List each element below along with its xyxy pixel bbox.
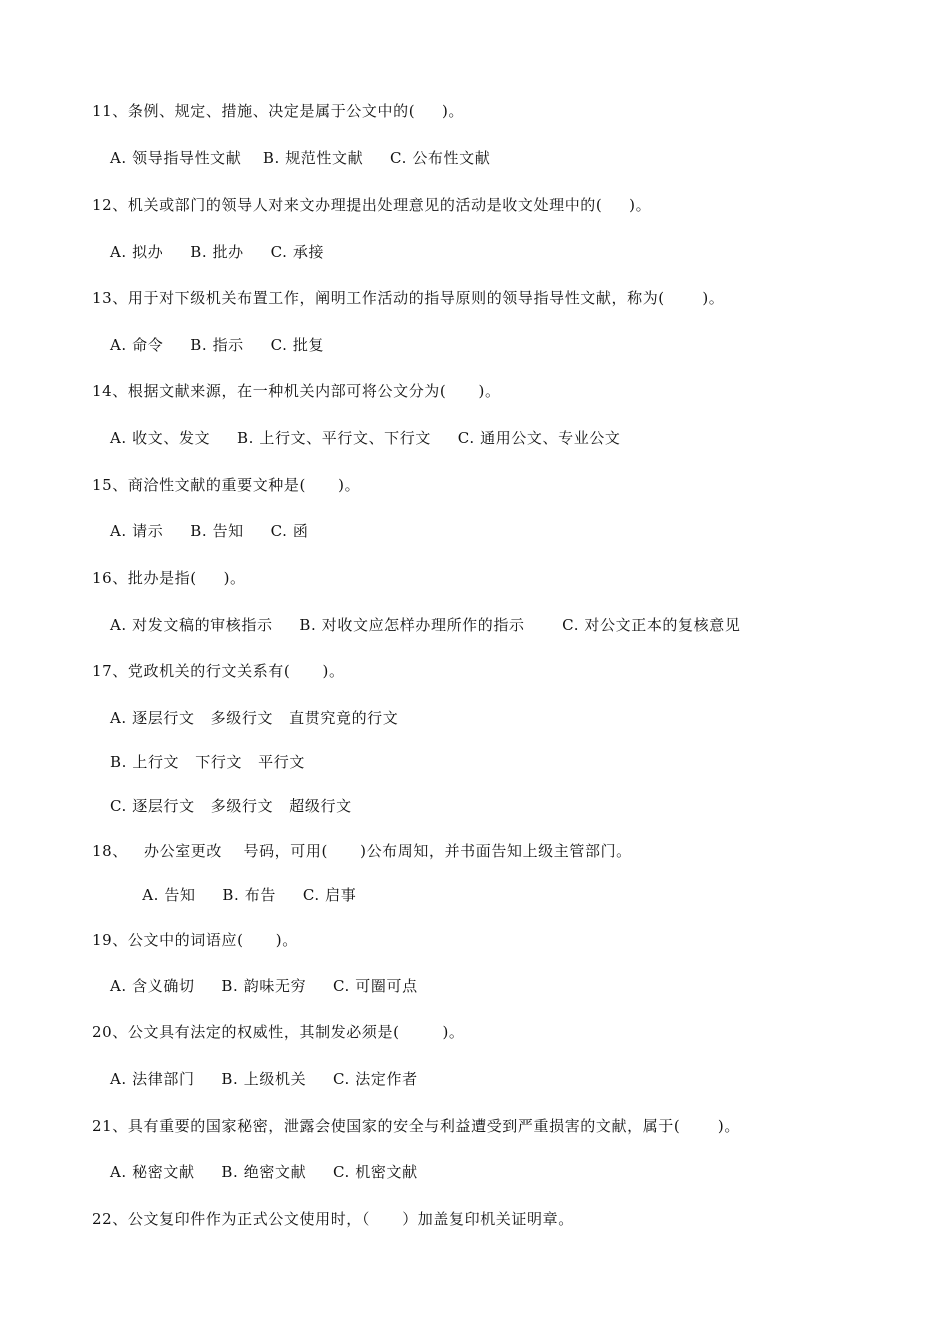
question-19-stem: 19、公文中的词语应( )。 — [92, 931, 298, 949]
question-22-stem: 22、公文复印件作为正式公文使用时，（ ）加盖复印机关证明章。 — [92, 1210, 574, 1228]
question-12-options: A. 拟办 B. 批办 C. 承接 — [110, 243, 325, 261]
question-16-stem: 16、批办是指( )。 — [92, 569, 246, 587]
question-13-stem: 13、用于对下级机关布置工作，阐明工作活动的指导原则的领导指导性文献，称为( )。 — [92, 289, 725, 307]
question-17-option-c: C. 逐层行文 多级行文 超级行文 — [110, 797, 352, 815]
question-17-option-b: B. 上行文 下行文 平行文 — [110, 753, 305, 771]
question-17-option-a: A. 逐层行文 多级行文 直贯究竟的行文 — [110, 709, 399, 727]
question-18-stem: 18、 办公室更改 号码，可用( )公布周知，并书面告知上级主管部门。 — [92, 842, 632, 860]
question-19-options: A. 含义确切 B. 韵味无穷 C. 可圈可点 — [110, 977, 418, 995]
question-11-stem: 11、条例、规定、措施、决定是属于公文中的( )。 — [92, 102, 465, 120]
question-21-stem: 21、具有重要的国家秘密，泄露会使国家的安全与利益遭受到严重损害的文献，属于( )。 — [92, 1117, 740, 1135]
question-20-stem: 20、公文具有法定的权威性，其制发必须是( )。 — [92, 1023, 465, 1041]
question-16-options: A. 对发文稿的审核指示 B. 对收文应怎样办理所作的指示 C. 对公文正本的复核意见 — [110, 616, 741, 634]
question-21-options: A. 秘密文献 B. 绝密文献 C. 机密文献 — [110, 1163, 418, 1181]
question-14-stem: 14、根据文献来源，在一种机关内部可将公文分为( )。 — [92, 382, 501, 400]
question-20-options: A. 法律部门 B. 上级机关 C. 法定作者 — [110, 1070, 418, 1088]
question-13-options: A. 命令 B. 指示 C. 批复 — [110, 336, 325, 354]
question-15-stem: 15、商洽性文献的重要文种是( )。 — [92, 476, 361, 494]
question-17-stem: 17、党政机关的行文关系有( )。 — [92, 662, 345, 680]
question-12-stem: 12、机关或部门的领导人对来文办理提出处理意见的活动是收文处理中的( )。 — [92, 196, 652, 214]
question-15-options: A. 请示 B. 告知 C. 函 — [110, 522, 309, 540]
question-11-options: A. 领导指导性文献 B. 规范性文献 C. 公布性文献 — [110, 149, 491, 167]
question-14-options: A. 收文、发文 B. 上行文、平行文、下行文 C. 通用公文、专业公文 — [110, 429, 621, 447]
question-18-options: A. 告知 B. 布告 C. 启事 — [110, 886, 357, 904]
